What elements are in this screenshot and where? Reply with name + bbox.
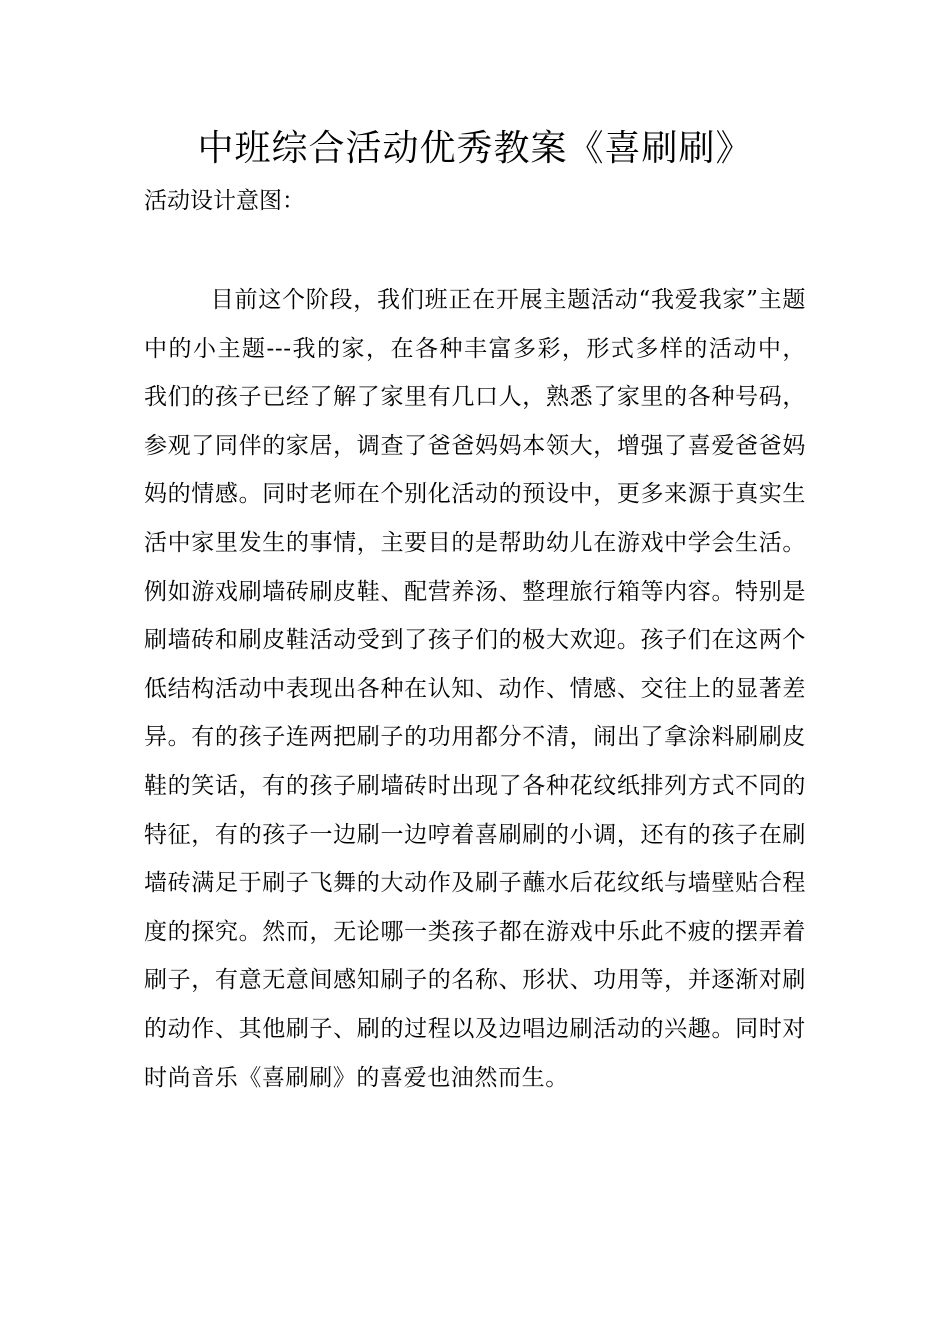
document-title: 中班综合活动优秀教案《喜刷刷》 [197, 128, 753, 169]
section-heading: 活动设计意图： [144, 188, 305, 214]
body-paragraph: 目前这个阶段，我们班正在开展主题活动“我爱我家”主题中的小主题---我的家，在各种丰富多彩，形式多样的活动中，我们的孩子已经了解了家里有几口人，熟悉了家里的各种号码，参观了同伴的家居，调查了爸爸妈妈本领大，增强了喜爱爸爸妈妈的情感。同时老师在个别化活动的预设中，更多来源于真实生活中家里发生的事情，主要目的是帮助幼儿在游戏中学会生活。例如游戏刷墙砖刷皮鞋、配营养汤、整理旅行箱等内容。特别是刷墙砖和刷皮鞋活动受到了孩子们的极大欢迎。孩子们在这两个低结构活动中表现出各种在认知、动作、情感、交往上的显著差异。有的孩子连两把刷子的功用都分不清，闹出了拿涂料刷刷皮鞋的笑话，有的孩子刷墙砖时出现了各种花纹纸排列方式不同的特征，有的孩子一边刷一边哼着喜刷刷的小调，还有的孩子在刷墙砖满足于刷子飞舞的大动作及刷子蘸水后花纹纸与墙壁贴合程度的探究。然而，无论哪一类孩子都在游戏中乐此不疲的摆弄着刷子，有意无意间感知刷子的名称、形状、功用等，并逐渐对刷的动作、其他刷子、刷的过程以及边唱边刷活动的兴趣。同时对时尚音乐《喜刷刷》的喜爱也油然而生。 [144, 287, 806, 1091]
